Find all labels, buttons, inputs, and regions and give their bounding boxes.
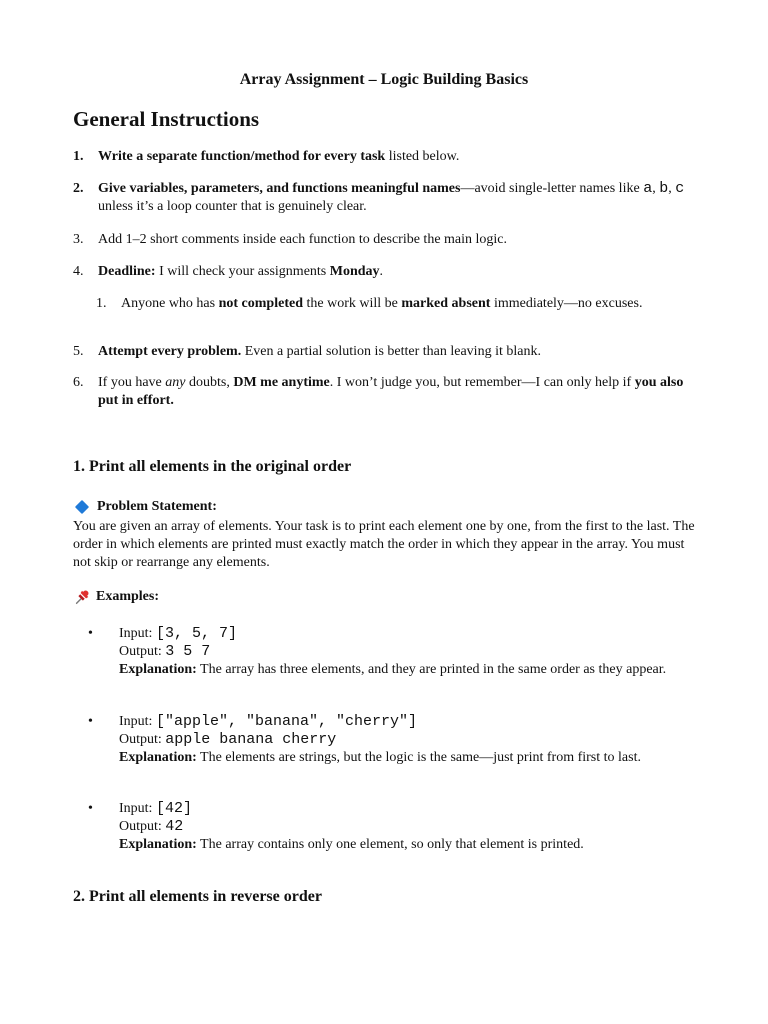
pushpin-icon xyxy=(73,588,91,606)
subitem-number: 1. xyxy=(96,296,107,311)
instruction-text: immediately—no excuses. xyxy=(490,296,643,311)
instruction-3 xyxy=(73,231,698,249)
bullet: • xyxy=(88,801,93,816)
problem-2-heading: 2. Print all elements in reverse order xyxy=(73,888,322,905)
instruction-text: , xyxy=(668,181,676,196)
input-label: Input: xyxy=(119,801,156,816)
explanation-label: Explanation: xyxy=(119,750,197,765)
problem-statement-heading xyxy=(73,499,217,515)
instruction-text: doubts, xyxy=(185,375,234,390)
instruction-text-bold: Give variables, parameters, and functions meaningful names xyxy=(98,181,461,196)
output-value: 3 5 7 xyxy=(165,643,211,660)
input-value: [42] xyxy=(155,800,192,817)
instruction-2 xyxy=(73,180,698,216)
code-a: a xyxy=(643,180,653,197)
instruction-text: listed below. xyxy=(385,149,460,164)
examples-heading xyxy=(73,588,159,606)
instruction-1 xyxy=(73,148,698,166)
instruction-text: . xyxy=(379,264,384,279)
example-2 xyxy=(88,713,673,767)
output-label: Output: xyxy=(119,819,166,834)
instruction-4-subitem xyxy=(96,295,656,313)
input-label: Input: xyxy=(119,626,156,641)
instruction-text: Even a partial solution is better than leaving it blank. xyxy=(241,344,541,359)
instruction-number: 3. xyxy=(73,232,84,247)
instruction-4 xyxy=(73,263,698,281)
instruction-text-bold: DM me anytime xyxy=(233,375,330,390)
instruction-text: I will check your assignments xyxy=(155,264,330,279)
problem-statement-label: Problem Statement: xyxy=(97,499,217,514)
output-label: Output: xyxy=(119,732,166,747)
instruction-text: . I won’t judge you, but remember—I can only help if xyxy=(329,375,635,390)
general-instructions-heading: General Instructions xyxy=(73,107,260,131)
document-title: Array Assignment – Logic Building Basics xyxy=(239,71,529,88)
problem-1-heading: 1. Print all elements in the original order xyxy=(73,458,352,475)
instruction-number: 4. xyxy=(73,264,84,279)
instruction-text-bold: Write a separate function/method for every task xyxy=(98,149,386,164)
instruction-number: 1. xyxy=(73,149,84,164)
instruction-number: 6. xyxy=(73,375,84,390)
output-value: 42 xyxy=(165,818,184,835)
instruction-text: —avoid single-letter names like xyxy=(460,181,644,196)
input-label: Input: xyxy=(119,714,156,729)
bullet: • xyxy=(88,714,93,729)
explanation-label: Explanation: xyxy=(119,662,197,677)
instruction-text-italic: any xyxy=(165,375,186,390)
code-b: b xyxy=(659,180,669,197)
instruction-text: the work will be xyxy=(303,296,402,311)
example-3 xyxy=(88,800,673,854)
instruction-text-bold: marked absent xyxy=(401,296,491,311)
instruction-6 xyxy=(73,374,698,410)
instruction-text: Add 1–2 short comments inside each function to describe the main logic. xyxy=(98,232,508,247)
output-label: Output: xyxy=(119,644,166,659)
instruction-number: 2. xyxy=(73,181,84,196)
instruction-text: Anyone who has xyxy=(121,296,219,311)
problem-statement-text: You are given an array of elements. Your task is to print each element one by one, from the first to the last. The order in which elements are printed must exactly match the order in which they appear in the array. You must not skip or rearrange any elements. xyxy=(73,519,695,570)
instruction-number: 5. xyxy=(73,344,84,359)
explanation-text: The array has three elements, and they are printed in the same order as they appear. xyxy=(196,662,667,677)
instruction-text-bold: you also put in effort. xyxy=(98,375,684,408)
instruction-text: unless it’s a loop counter that is genuinely clear. xyxy=(98,199,367,214)
input-value: [3, 5, 7] xyxy=(155,625,237,642)
explanation-label: Explanation: xyxy=(119,837,197,852)
output-value: apple banana cherry xyxy=(165,731,337,748)
instruction-text-bold: Deadline: xyxy=(98,264,156,279)
code-c: c xyxy=(675,180,685,197)
instruction-text-bold: Attempt every problem. xyxy=(98,344,242,359)
instruction-text: If you have xyxy=(98,375,166,390)
blue-diamond-icon xyxy=(75,500,89,514)
example-1 xyxy=(88,625,673,679)
instruction-text-bold: Monday xyxy=(329,264,380,279)
examples-label: Examples: xyxy=(96,589,159,604)
input-value: ["apple", "banana", "cherry"] xyxy=(155,713,417,730)
bullet: • xyxy=(88,626,93,641)
instruction-5 xyxy=(73,343,698,361)
instruction-text: , xyxy=(652,181,660,196)
explanation-text: The array contains only one element, so only that element is printed. xyxy=(196,837,584,852)
explanation-text: The elements are strings, but the logic is the same—just print from first to last. xyxy=(196,750,641,765)
instruction-text-bold: not completed xyxy=(218,296,303,311)
